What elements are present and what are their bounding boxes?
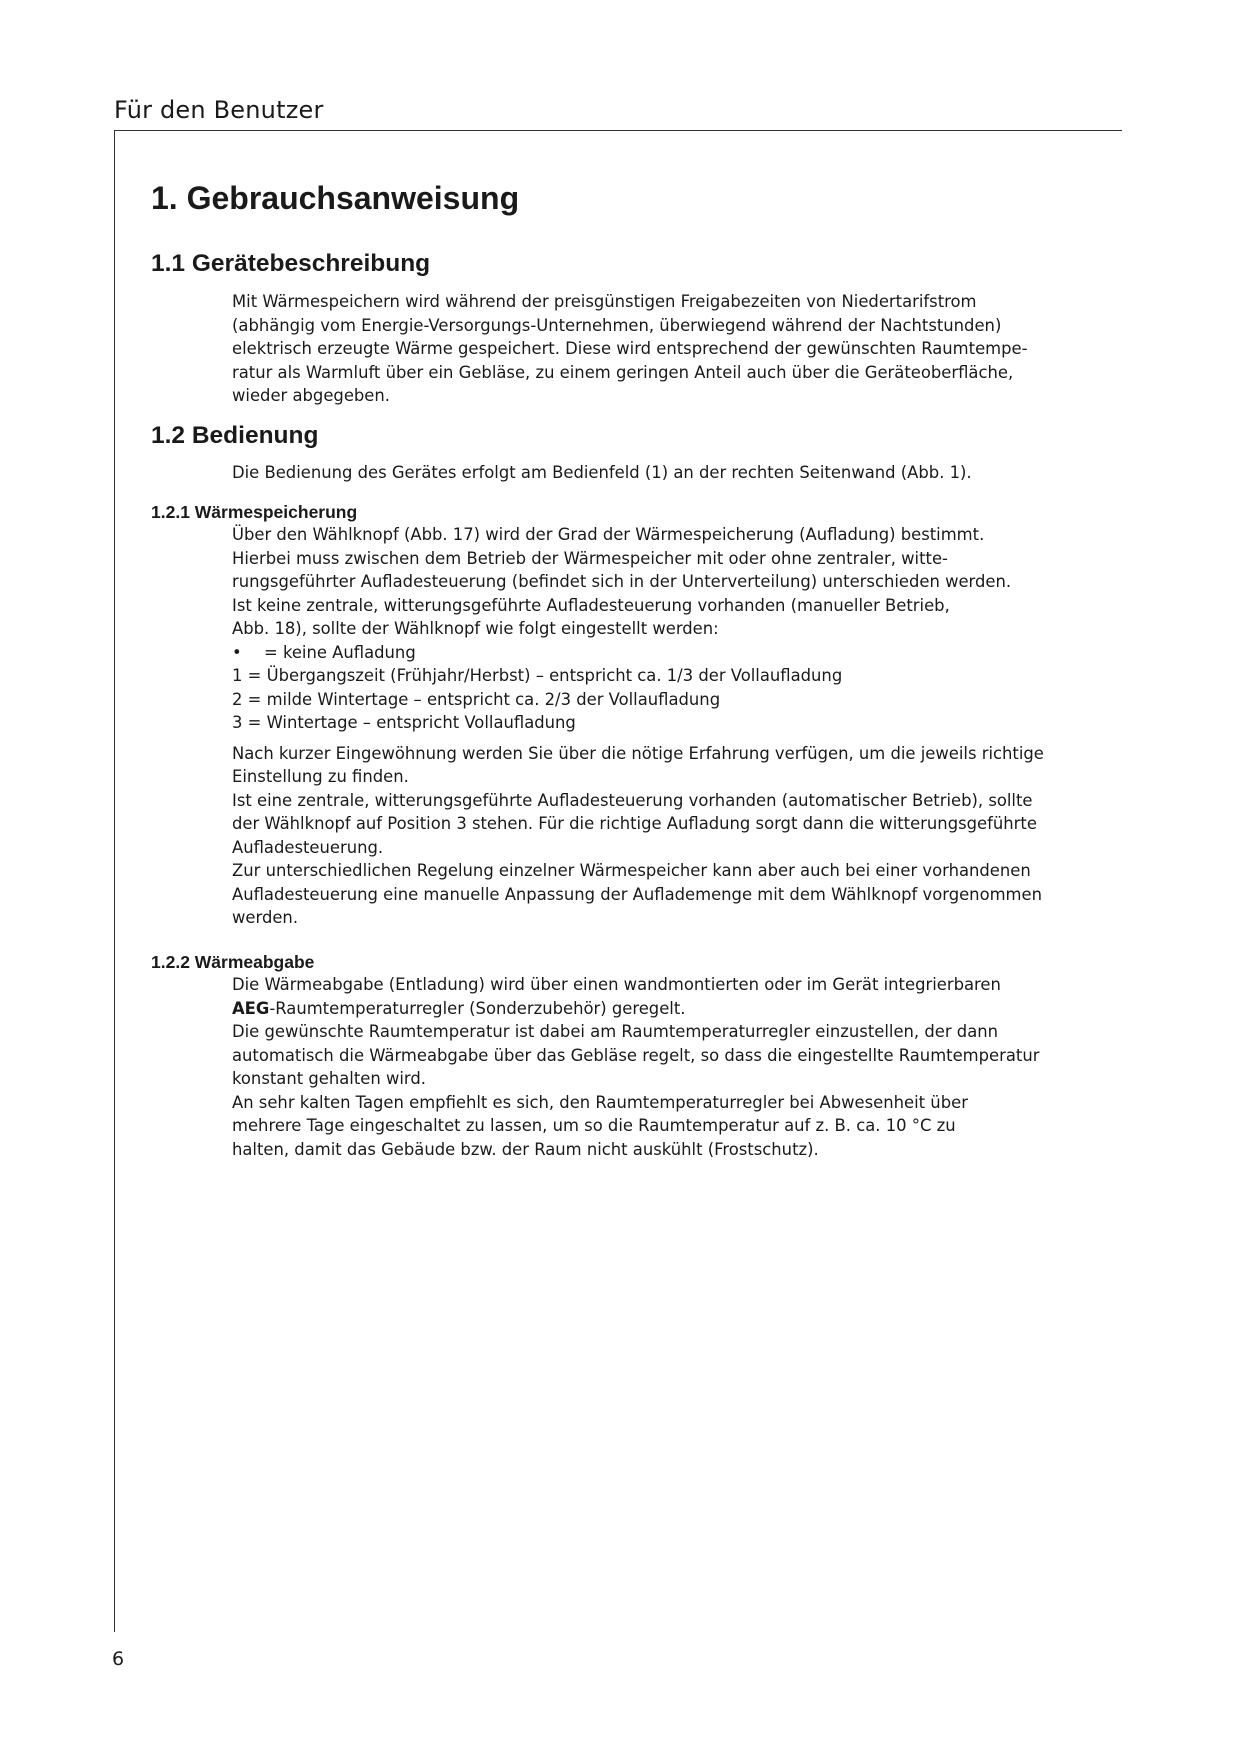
text-line: wieder abgegeben. — [232, 386, 390, 405]
header-rule — [114, 130, 1122, 131]
text-line: Nach kurzer Eingewöhnung werden Sie über die nötige Erfahrung verfügen, um die jeweils richtige — [232, 743, 1044, 763]
text-line: rungsgeführter Aufladesteuerung (befindet sich in der Unterverteilung) unterschieden werden. — [232, 572, 1012, 591]
subsection-body-waermespeicherung — [232, 523, 1102, 930]
text-line: automatisch die Wärmeabgabe über das Gebläse regelt, so dass die eingestellte Raumtemperatur — [232, 1045, 1040, 1065]
subsection-title-waermespeicherung: 1.2.1 Wärmespeicherung — [151, 502, 358, 522]
text-line: elektrisch erzeugte Wärme gespeichert. Diese wird entsprechend der gewünschten Raumtempe- — [232, 339, 1028, 358]
text-line: konstant gehalten wird. — [232, 1069, 426, 1088]
section-title-bedienung: 1.2 Bedienung — [151, 422, 319, 449]
text-line: Zur unterschiedlichen Regelung einzelner Wärmespeicher kann aber auch bei einer vorhandenen — [232, 861, 1031, 880]
text-line: Ist keine zentrale, witterungsgeführte Aufladesteuerung vorhanden (manueller Betrieb, — [232, 595, 950, 615]
text-line: An sehr kalten Tagen empfiehlt es sich, den Raumtemperaturregler bei Abwesenheit über — [232, 1092, 968, 1112]
section-title-geraetebeschreibung: 1.1 Gerätebeschreibung — [151, 250, 431, 277]
setting-item: 2 = milde Wintertage – entspricht ca. 2/3 der Vollaufladung — [232, 689, 721, 709]
text-line: mehrere Tage eingeschaltet zu lassen, um so die Raumtemperatur auf z. B. ca. 10 °C zu — [232, 1116, 956, 1135]
setting-item-off — [232, 641, 1102, 665]
bullet-icon: • — [232, 642, 242, 662]
subsection-body-waermeabgabe — [232, 973, 1102, 1161]
brand-name: AEG — [232, 998, 270, 1018]
text-line: Aufladesteuerung. — [232, 837, 384, 857]
setting-text: = keine Aufladung — [264, 642, 416, 662]
text-line: Einstellung zu finden. — [232, 767, 409, 786]
section-body-geraetebeschreibung — [232, 290, 1102, 408]
text-line: Hierbei muss zwischen dem Betrieb der Wärmespeicher mit oder ohne zentraler, witte- — [232, 548, 948, 568]
text-line: werden. — [232, 908, 299, 927]
text-line: halten, damit das Gebäude bzw. der Raum nicht auskühlt (Frostschutz). — [232, 1139, 819, 1159]
text-line: Über den Wählknopf (Abb. 17) wird der Grad der Wärmespeicherung (Aufladung) bestimmt. — [232, 525, 985, 544]
text-line: Ist eine zentrale, witterungsgeführte Aufladesteuerung vorhanden (automatischer Betrieb), sollte — [232, 790, 1033, 810]
text-line: ratur als Warmluft über ein Gebläse, zu einem geringen Anteil auch über die Geräteoberfläche, — [232, 362, 1014, 382]
text-line: Abb. 18), sollte der Wählknopf wie folgt eingestellt werden: — [232, 619, 719, 638]
text-fragment: -Raumtemperaturregler (Sonderzubehör) geregelt. — [269, 998, 686, 1018]
chapter-title: 1. Gebrauchsanweisung — [151, 180, 520, 216]
setting-item: 3 = Wintertage – entspricht Vollaufladung — [232, 713, 576, 732]
text-line: der Wählknopf auf Position 3 stehen. Für die richtige Aufladung sorgt dann die witterungsgeführte — [232, 814, 1037, 833]
text-line: (abhängig vom Energie-Versorgungs-Unternehmen, überwiegend während der Nachtstunden) — [232, 315, 1002, 335]
section-body-bedienung — [232, 461, 1102, 485]
text-line: Die gewünschte Raumtemperatur ist dabei am Raumtemperaturregler einzustellen, der dann — [232, 1022, 999, 1041]
setting-item: 1 = Übergangszeit (Frühjahr/Herbst) – entspricht ca. 1/3 der Vollaufladung — [232, 666, 843, 685]
text-line: Die Bedienung des Gerätes erfolgt am Bedienfeld (1) an der rechten Seitenwand (Abb. 1). — [232, 463, 972, 482]
text-line-with-brand — [232, 997, 1102, 1021]
page-number: 6 — [112, 1648, 125, 1670]
subsection-title-waermeabgabe: 1.2.2 Wärmeabgabe — [151, 952, 315, 972]
margin-rule — [114, 130, 115, 1632]
text-line: Die Wärmeabgabe (Entladung) wird über einen wandmontierten oder im Gerät integrierbaren — [232, 975, 1001, 994]
running-header: Für den Benutzer — [114, 96, 324, 124]
text-line: Mit Wärmespeichern wird während der preisgünstigen Freigabezeiten von Niedertarifstrom — [232, 292, 977, 311]
text-line: Aufladesteuerung eine manuelle Anpassung der Auflademenge mit dem Wählknopf vorgenommen — [232, 884, 1042, 904]
